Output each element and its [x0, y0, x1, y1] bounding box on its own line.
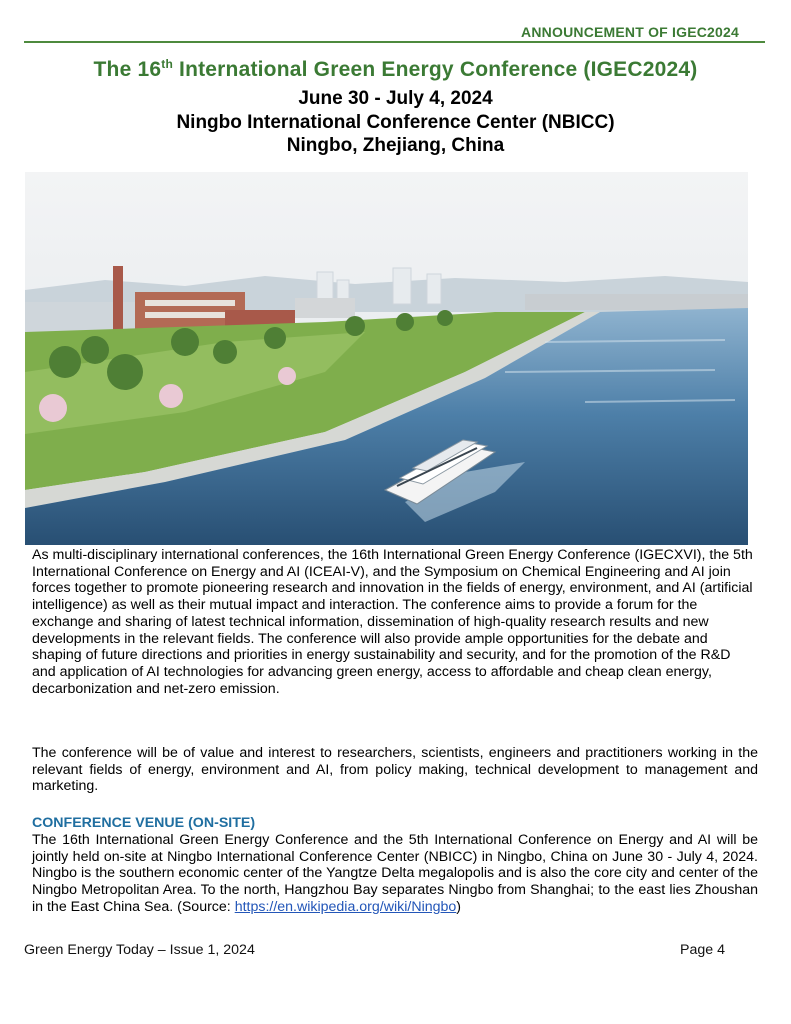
- conference-title: [0, 58, 791, 82]
- riverside-city-photo: [25, 172, 748, 545]
- page-number: Page 4: [680, 942, 725, 958]
- header-divider: [24, 41, 765, 43]
- conference-dates: June 30 - July 4, 2024: [298, 88, 493, 109]
- title-superscript: th: [161, 57, 173, 71]
- conference-venue: Ningbo International Conference Center (NBICC): [176, 112, 615, 133]
- announcement-label: ANNOUNCEMENT OF IGEC2024: [521, 24, 739, 40]
- intro-paragraph: As multi-disciplinary international conferences, the 16th International Green Energy Conference (IGECXVI), the 5th International Conference on Energy and AI (ICEAI-V), and the Symposium on Chemical Engineering and AI join forces together to promote pioneering research and innovation in the fields of energy, environment, and AI (artificial intelligence) as well as their mutual impact and interaction. The conference aims to provide a forum for the exchange and sharing of latest technical information, dissemination of high-quality research results and new developments in the relevant fields. The conference will also provide ample opportunities for the debate and shaping of future directions and priorities in energy sustainability and security, and for the promotion of the R&D and application of AI technologies for advancing green energy, access to affordable and cheap clean energy, decarbonization and net-zero emission.: [32, 547, 753, 697]
- venue-paragraph: [32, 832, 758, 916]
- wikipedia-link[interactable]: https://en.wikipedia.org/wiki/Ningbo: [234, 898, 457, 915]
- venue-text: The 16th International Green Energy Conference and the 5th International Conference on Energy and AI will be jointly held on-site at Ningbo International Conference Center (NBICC) in Ningbo, China on June 30 - July 4, 2024. Ningbo is the southern economic center of the Yangtze Delta megalopolis and is also the core city and center of the Ningbo Metropolitan Area. To the north, Hangzhou Bay separates Ningbo from Shanghai; to the east lies Zhoushan in the East China Sea. (Source:: [32, 832, 758, 915]
- venue-heading: CONFERENCE VENUE (ON-SITE): [32, 815, 256, 831]
- title-prefix: The 16: [93, 58, 162, 81]
- conference-location: Ningbo, Zhejiang, China: [286, 135, 505, 156]
- audience-paragraph: The conference will be of value and interest to researchers, scientists, engineers and practitioners working in the relevant fields of energy, environment and AI, from policy making, technical development to management and marketing.: [32, 745, 758, 795]
- publication-footer: Green Energy Today – Issue 1, 2024: [24, 942, 255, 958]
- venue-closing: ): [456, 898, 462, 915]
- title-suffix: International Green Energy Conference (IGEC2024): [173, 58, 698, 81]
